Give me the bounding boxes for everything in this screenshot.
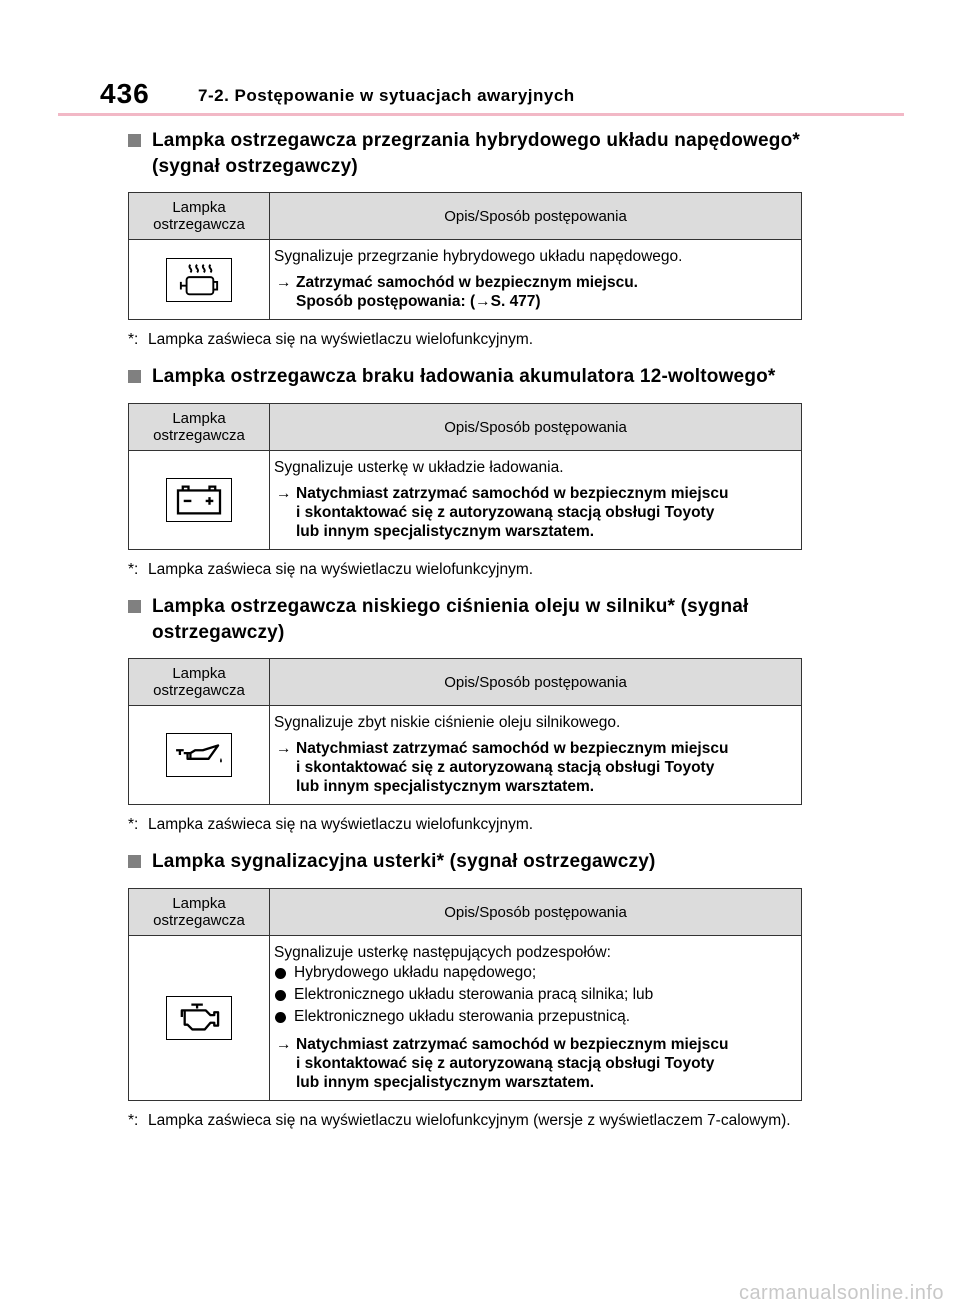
header-desc: Opis/Sposób postępowania bbox=[270, 659, 802, 706]
section-hybrid-overheat bbox=[128, 128, 804, 350]
arrow-icon: → bbox=[276, 740, 292, 757]
icon-cell bbox=[129, 706, 270, 805]
action-text: → Zatrzymać samochód w bezpiecznym miejscu. Sposób postępowania: (→S. 477) bbox=[276, 274, 638, 310]
icon-cell bbox=[129, 936, 270, 1101]
description-text: Sygnalizuje usterkę w układzie ładowania. bbox=[274, 459, 564, 476]
page-content bbox=[128, 128, 804, 1145]
footnote: *: Lampka zaświeca się na wyświetlaczu wielofunkcyjnym. bbox=[128, 561, 534, 578]
section-heading: Lampka ostrzegawcza braku ładowania akumulatora 12-woltowego* bbox=[128, 364, 804, 391]
footnote: *: Lampka zaświeca się na wyświetlaczu wielofunkcyjnym. bbox=[128, 816, 534, 833]
square-bullet-icon bbox=[128, 364, 152, 391]
page-header bbox=[100, 78, 880, 114]
oil-pressure-icon bbox=[166, 733, 232, 777]
arrow-icon: → bbox=[276, 274, 292, 291]
square-bullet-icon bbox=[128, 128, 152, 180]
section-heading: Lampka sygnalizacyjna usterki* (sygnał ostrzegawczy) bbox=[128, 849, 804, 876]
description-text: Sygnalizuje zbyt niskie ciśnienie oleju silnikowego. bbox=[274, 714, 621, 731]
icon-cell bbox=[129, 451, 270, 550]
action-text: → Natychmiast zatrzymać samochód w bezpiecznym miejscu i skontaktować się z autoryzowaną stacją obsługi Toyoty lub innym specjalistycznym warsztatem. bbox=[276, 485, 729, 540]
chapter-title: 7-2. Postępowanie w sytuacjach awaryjnych bbox=[198, 86, 575, 105]
table-header-row bbox=[129, 889, 802, 936]
warning-table bbox=[128, 403, 802, 550]
arrow-icon: → bbox=[276, 1036, 292, 1053]
bullet-icon bbox=[274, 985, 294, 1007]
footnote: *: Lampka zaświeca się na wyświetlaczu wielofunkcyjnym. bbox=[128, 331, 534, 348]
description-cell bbox=[270, 451, 802, 550]
battery-icon bbox=[166, 478, 232, 522]
watermark: carmanualsonline.info bbox=[738, 1282, 944, 1304]
header-desc: Opis/Sposób postępowania bbox=[270, 889, 802, 936]
description-cell bbox=[270, 936, 802, 1101]
table-row bbox=[129, 240, 802, 320]
action-text: → Natychmiast zatrzymać samochód w bezpiecznym miejscu i skontaktować się z autoryzowaną stacją obsługi Toyoty lub innym specjalistycznym warsztatem. bbox=[276, 1036, 729, 1091]
table-header-row bbox=[129, 404, 802, 451]
warning-table bbox=[128, 888, 802, 1101]
page-reference: Sposób postępowania: (→S. 477) bbox=[296, 293, 541, 310]
action-text: → Natychmiast zatrzymać samochód w bezpiecznym miejscu i skontaktować się z autoryzowaną stacją obsługi Toyoty lub innym specjalistycznym warsztatem. bbox=[276, 740, 729, 795]
section-oil-pressure bbox=[128, 594, 804, 835]
header-lamp: Lampka ostrzegawcza bbox=[129, 193, 270, 240]
component-list bbox=[274, 963, 797, 1029]
table-row bbox=[129, 451, 802, 550]
header-desc: Opis/Sposób postępowania bbox=[270, 404, 802, 451]
square-bullet-icon bbox=[128, 849, 152, 876]
description-cell bbox=[270, 240, 802, 320]
arrow-icon: → bbox=[276, 485, 292, 502]
warning-table bbox=[128, 658, 802, 805]
footnote: *: Lampka zaświeca się na wyświetlaczu wielofunkcyjnym (wersje z wyświetlaczem 7-calowym). bbox=[128, 1112, 791, 1129]
section-battery-charge bbox=[128, 364, 804, 580]
table-header-row bbox=[129, 193, 802, 240]
icon-cell bbox=[129, 240, 270, 320]
description-text: Sygnalizuje usterkę następujących podzespołów: bbox=[274, 944, 611, 961]
square-bullet-icon bbox=[128, 594, 152, 646]
list-item: Elektronicznego układu sterowania przepustnicą. bbox=[274, 1007, 797, 1029]
check-engine-icon bbox=[166, 996, 232, 1040]
header-lamp: Lampka ostrzegawcza bbox=[129, 404, 270, 451]
section-malfunction bbox=[128, 849, 804, 1131]
table-row bbox=[129, 706, 802, 805]
table-row bbox=[129, 936, 802, 1101]
header-lamp: Lampka ostrzegawcza bbox=[129, 889, 270, 936]
page-number: 436 bbox=[100, 78, 150, 109]
warning-table bbox=[128, 192, 802, 320]
bullet-icon bbox=[274, 1007, 294, 1029]
description-cell bbox=[270, 706, 802, 805]
list-item: Hybrydowego układu napędowego; bbox=[274, 963, 797, 985]
description-text: Sygnalizuje przegrzanie hybrydowego układu napędowego. bbox=[274, 248, 683, 265]
header-desc: Opis/Sposób postępowania bbox=[270, 193, 802, 240]
header-lamp: Lampka ostrzegawcza bbox=[129, 659, 270, 706]
table-header-row bbox=[129, 659, 802, 706]
bullet-icon bbox=[274, 963, 294, 985]
list-item: Elektronicznego układu sterowania pracą silnika; lub bbox=[274, 985, 797, 1007]
section-heading: Lampka ostrzegawcza niskiego ciśnienia oleju w silniku* (sygnał ostrzegawczy) bbox=[128, 594, 804, 646]
hybrid-overheat-icon bbox=[166, 258, 232, 302]
section-heading: Lampka ostrzegawcza przegrzania hybrydowego układu napędowego* (sygnał ostrzegawczy) bbox=[128, 128, 804, 180]
header-divider bbox=[58, 113, 904, 116]
